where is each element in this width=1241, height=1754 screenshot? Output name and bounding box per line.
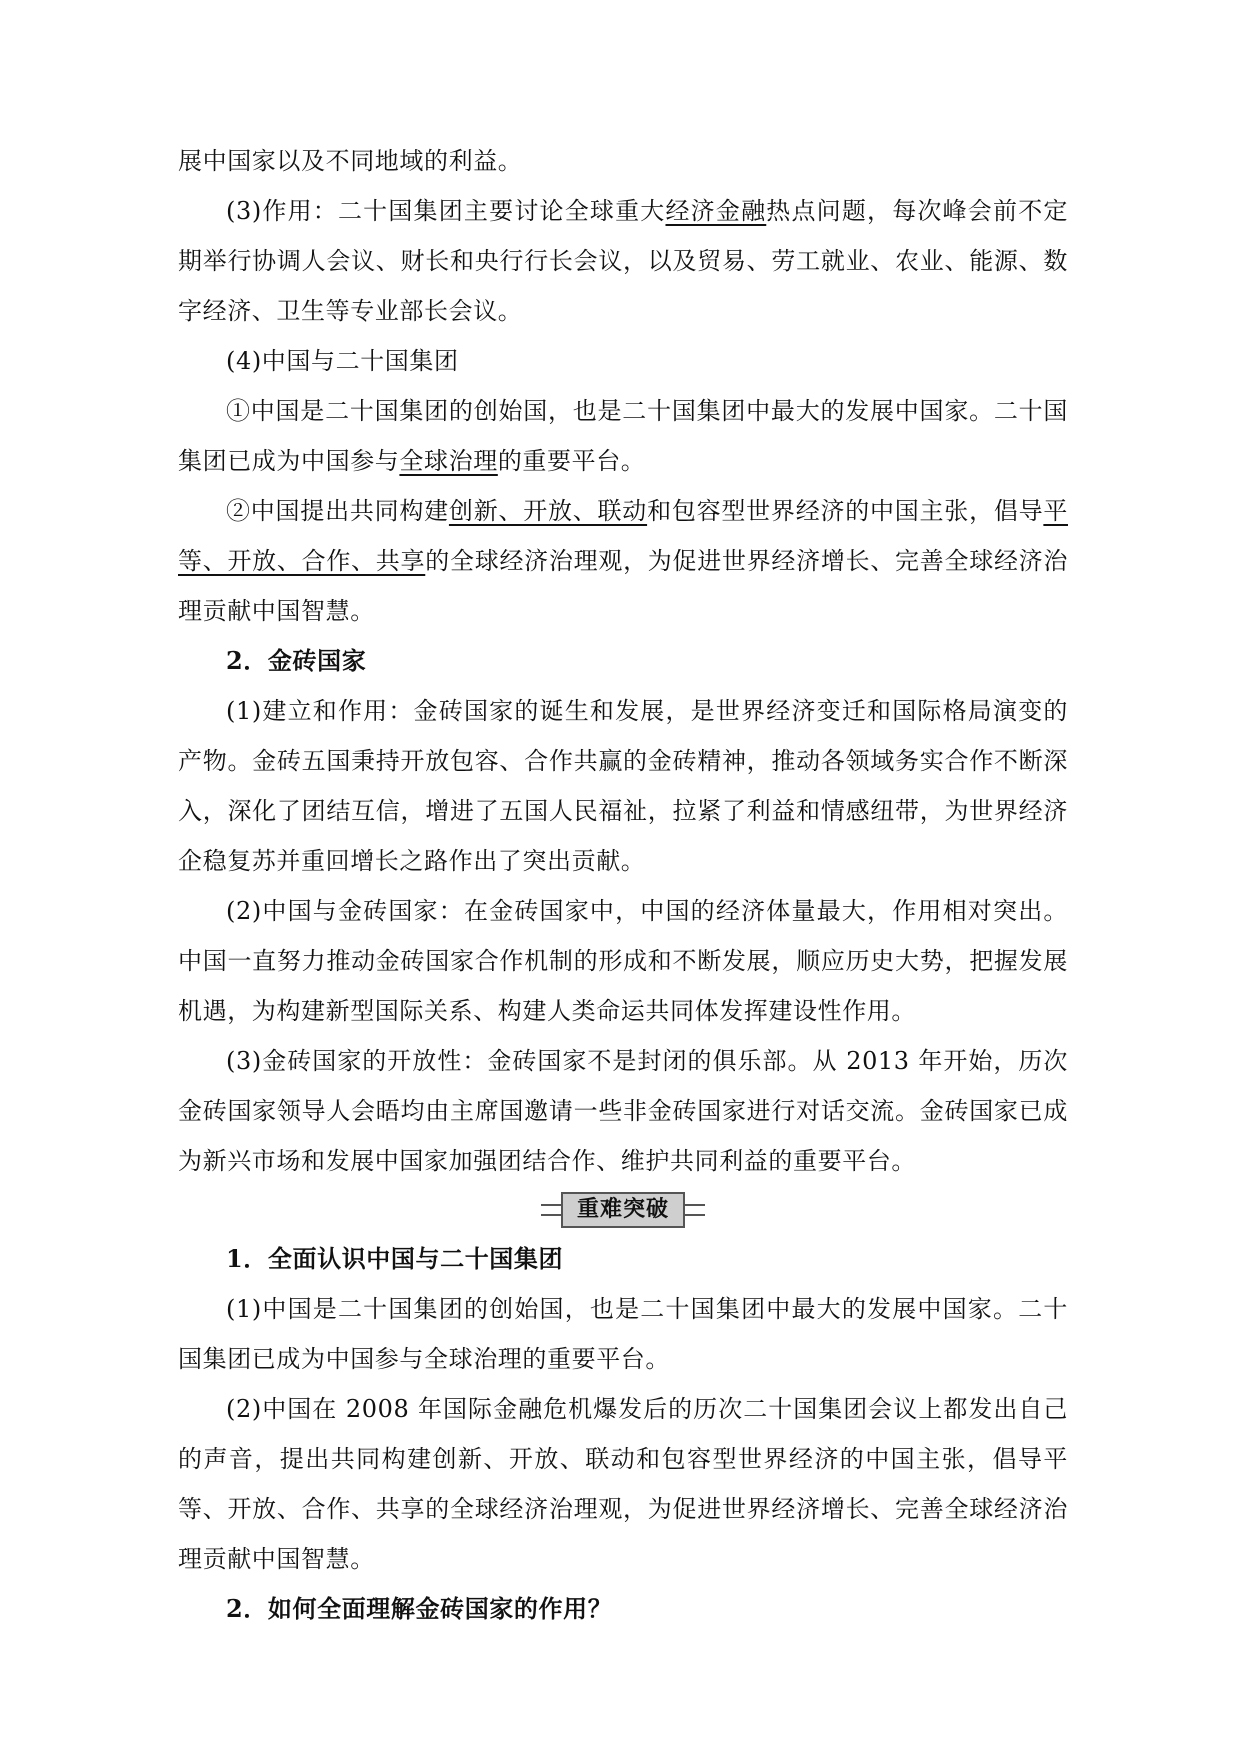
underlined-term: 创新、开放、联动 <box>448 497 648 525</box>
text-run: 和包容型世界经济的中国主张，倡导 <box>647 497 1044 525</box>
paragraph-brics-founding: (1)建立和作用：金砖国家的诞生和发展，是世界经济变迁和国际格局演变的产物。金砖五国秉持开放包容、合作共赢的金砖精神，推动各领域务实合作不断深入，深化了团结互信，增进了五国人民福祉，拉紧了利益和情感纽带，为世界经济企稳复苏并重回增长之路作出了突出贡献。 <box>178 697 1068 875</box>
key-point-heading-2: 2．如何全面理解金砖国家的作用？ <box>226 1594 613 1623</box>
key-point-heading-1: 1．全面认识中国与二十国集团 <box>226 1244 564 1273</box>
underlined-term: 经济金融 <box>665 197 767 225</box>
text-run: ①中国是二十国集团的创始国，也是二十国集团中最大的发展中国家。二十国集团已成为中国参与 <box>178 397 1068 475</box>
section-heading-brics: 2．金砖国家 <box>226 646 367 675</box>
key-points-banner <box>178 1186 1068 1234</box>
paragraph-brics-openness: (3)金砖国家的开放性：金砖国家不是封闭的俱乐部。从 2013 年开始，历次金砖国家领导人会晤均由主席国邀请一些非金砖国家进行对话交流。金砖国家已成为新兴市场和发展中国家加强团结合作、维护共同利益的重要平台。 <box>178 1047 1068 1175</box>
key-point-paragraph-1: (1)中国是二十国集团的创始国，也是二十国集团中最大的发展中国家。二十国集团已成为中国参与全球治理的重要平台。 <box>178 1295 1068 1373</box>
paragraph-china-founder <box>178 386 1068 486</box>
text-run: 的重要平台。 <box>497 447 646 475</box>
key-point-paragraph-2: (2)中国在 2008 年国际金融危机爆发后的历次二十国集团会议上都发出自己的声音，提出共同构建创新、开放、联动和包容型世界经济的中国主张，倡导平等、开放、合作、共享的全球经济治理观，为促进世界经济增长、完善全球经济治理贡献中国智慧。 <box>178 1395 1068 1573</box>
banner-label: 重难突破 <box>561 1192 685 1228</box>
paragraph-g20-role <box>178 186 1068 336</box>
document-page <box>178 136 1068 1634</box>
subheading-china-g20: (4)中国与二十国集团 <box>226 347 459 375</box>
text-run: ②中国提出共同构建 <box>226 497 449 525</box>
text-run: 热点问题，每次峰会前不定期举行协调人会议、财长和央行行长会议，以及贸易、劳工就业、农业、能源、数字经济、卫生等专业部长会议。 <box>178 197 1068 325</box>
paragraph-china-proposal <box>178 486 1068 636</box>
text-run: 的全球经济治理观，为促进世界经济增长、完善全球经济治理贡献中国智慧。 <box>178 547 1068 625</box>
banner-line-right <box>685 1204 705 1216</box>
banner-line-left <box>541 1204 561 1216</box>
underlined-term: 全球治理 <box>399 447 498 475</box>
underlined-term: 平等、开放、合作、共享 <box>178 497 1068 575</box>
paragraph-continuation: 展中国家以及不同地域的利益。 <box>178 147 523 175</box>
paragraph-china-brics: (2)中国与金砖国家：在金砖国家中，中国的经济体量最大，作用相对突出。中国一直努力推动金砖国家合作机制的形成和不断发展，顺应历史大势，把握发展机遇，为构建新型国际关系、构建人类命运共同体发挥建设性作用。 <box>178 897 1068 1025</box>
text-run: (3)作用：二十国集团主要讨论全球重大 <box>226 197 666 225</box>
